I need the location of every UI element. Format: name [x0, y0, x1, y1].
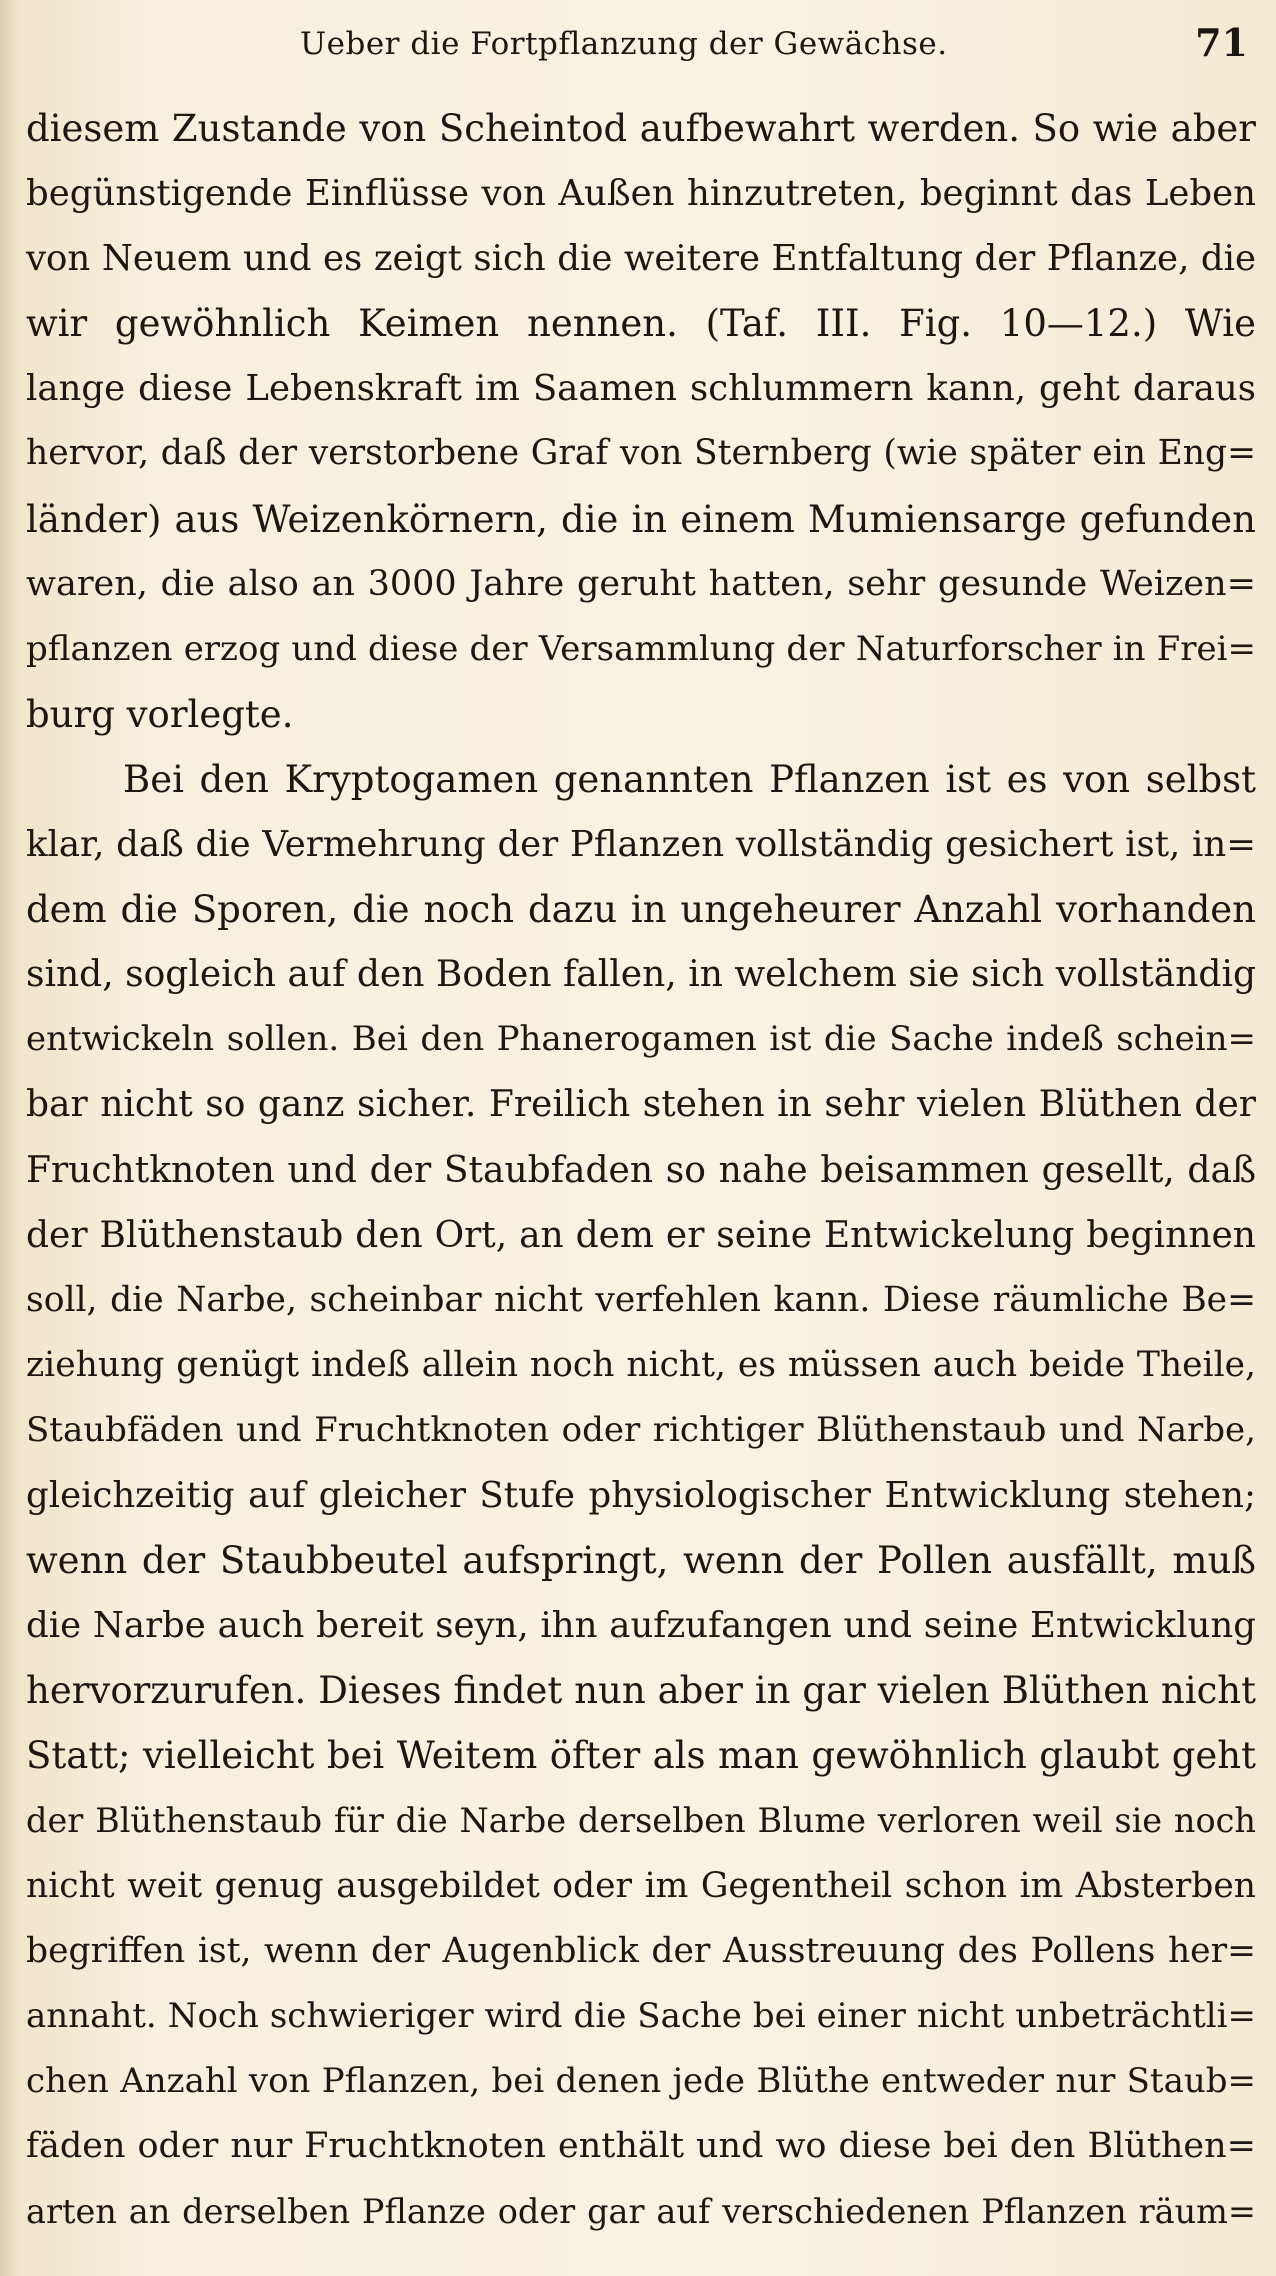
- text-line: bar nicht so ganz sicher. Freilich stehen in sehr vielen Blüthen der: [26, 1084, 1256, 1126]
- text-line: Staubfäden und Fruchtknoten oder richtiger Blüthenstaub und Narbe,: [26, 1409, 1256, 1450]
- text-line: Fruchtknoten und der Staubfaden so nahe beisammen gesellt, daß: [26, 1149, 1256, 1191]
- running-header: [0, 18, 1276, 78]
- text-line: wenn der Staubbeutel aufspringt, wenn der Pollen ausfällt, muß: [26, 1539, 1256, 1583]
- text-line: gleichzeitig auf gleicher Stufe physiologischer Entwicklung stehen;: [26, 1474, 1256, 1516]
- text-line: pflanzen erzog und diese der Versammlung der Naturforscher in Frei=: [26, 628, 1256, 669]
- text-line: begriffen ist, wenn der Augenblick der Ausstreuung des Pollens her=: [26, 1930, 1256, 1971]
- paragraph-first-line: Bei den Kryptogamen genannten Pflanzen ist es von selbst: [123, 757, 1256, 801]
- text-line: die Narbe auch bereit seyn, ihn aufzufangen und seine Entwicklung: [26, 1605, 1256, 1647]
- text-line: lange diese Lebenskraft im Saamen schlummern kann, geht daraus: [26, 368, 1256, 410]
- text-line: annaht. Noch schwieriger wird die Sache bei einer nicht unbeträchtli=: [26, 1995, 1256, 2036]
- text-line: hervorzurufen. Dieses findet nun aber in gar vielen Blüthen nicht: [26, 1669, 1256, 1713]
- text-line: soll, die Narbe, scheinbar nicht verfehlen kann. Diese räumliche Be=: [26, 1279, 1256, 1320]
- text-line: begünstigende Einflüsse von Außen hinzutreten, beginnt das Leben: [26, 173, 1256, 215]
- text-line: burg vorlegte.: [26, 692, 294, 736]
- text-line: entwickeln sollen. Bei den Phanerogamen ist die Sache indeß schein=: [26, 1019, 1256, 1060]
- page-number: 71: [1195, 20, 1248, 65]
- page-gutter-shadow: [0, 0, 18, 2276]
- text-line: der Blüthenstaub für die Narbe derselben Blume verloren weil sie noch: [26, 1801, 1256, 1841]
- text-line: arten an derselben Pflanze oder gar auf verschiedenen Pflanzen räum=: [26, 2192, 1256, 2231]
- text-line: diesem Zustande von Scheintod aufbewahrt werden. So wie aber: [26, 107, 1256, 150]
- text-line: hervor, daß der verstorbene Graf von Sternberg (wie später ein Eng=: [26, 433, 1256, 474]
- text-line: waren, die also an 3000 Jahre geruht hatten, sehr gesunde Weizen=: [26, 563, 1256, 604]
- text-line: Statt; vielleicht bei Weitem öfter als man gewöhnlich glaubt geht: [26, 1734, 1256, 1778]
- text-line: dem die Sporen, die noch dazu in ungeheurer Anzahl vorhanden: [26, 888, 1256, 932]
- text-line: länder) aus Weizenkörnern, die in einem Mumiensarge gefunden: [26, 497, 1256, 541]
- text-line: chen Anzahl von Pflanzen, bei denen jede Blüthe entweder nur Staub=: [26, 2060, 1256, 2101]
- running-title: Ueber die Fortpflanzung der Gewächse.: [300, 26, 948, 62]
- text-line: ziehung genügt indeß allein noch nicht, es müssen auch beide Theile,: [26, 1344, 1256, 1385]
- text-line: wir gewöhnlich Keimen nennen. (Taf. III. Fig. 10—12.) Wie: [26, 302, 1256, 346]
- body-text: [26, 96, 1256, 2244]
- text-line: fäden oder nur Fruchtknoten enthält und wo diese bei den Blüthen=: [26, 2125, 1256, 2166]
- text-line: nicht weit genug ausgebildet oder im Gegentheil schon im Absterben: [26, 1865, 1256, 1906]
- text-line: sind, sogleich auf den Boden fallen, in welchem sie sich vollständig: [26, 954, 1256, 996]
- text-line: klar, daß die Vermehrung der Pflanzen vollständig gesichert ist, in=: [26, 824, 1256, 866]
- text-line: der Blüthenstaub den Ort, an dem er seine Entwickelung beginnen: [26, 1214, 1256, 1256]
- text-line: von Neuem und es zeigt sich die weitere Entfaltung der Pflanze, die: [26, 238, 1256, 280]
